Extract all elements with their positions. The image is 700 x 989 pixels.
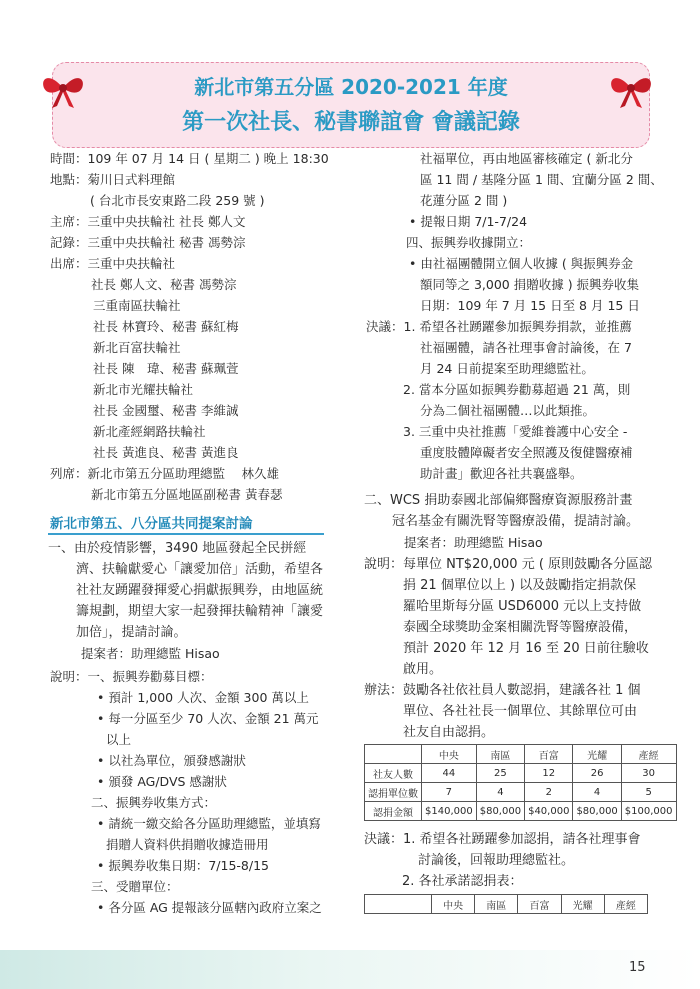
title-line-2: 第一次社長、秘書聯誼會 會議記錄 <box>182 110 520 135</box>
body-line: 分為二個社福團體…以此類推。 <box>420 403 596 418</box>
proposal-one: 加倍」，提請討論。 <box>76 625 187 640</box>
table-header-cell <box>365 745 422 764</box>
meeting-time: 時間：109 年 07 月 14 日 ( 星期二 ) 晚上 18:30 <box>50 151 329 166</box>
table-cell: 25 <box>476 764 524 783</box>
venue-address: ( 台北市長安東路二段 259 號 ) <box>90 193 265 208</box>
page-number: 15 <box>629 960 646 975</box>
resolution-item: 2. 當本分區如振興券勸募超過 21 萬，則 <box>403 382 631 397</box>
table-cell: 30 <box>621 764 676 783</box>
table-cell: $140,000 <box>422 802 477 821</box>
table-cell: $100,000 <box>621 802 676 821</box>
body-line: 月 24 日前提案至助理總監社。 <box>420 361 594 376</box>
bullet-item: • 頒發 AG/DVS 感謝狀 <box>97 774 227 789</box>
resolution-item: 3. 三重中央社推薦「愛維養護中心安全 - <box>403 424 628 439</box>
subheading: 二、振興券收集方式： <box>91 795 217 810</box>
proposal-one: 濟、扶輪獻愛心「讓愛加倍」活動，希望各 <box>76 562 324 577</box>
body-line: 啟用。 <box>403 662 443 677</box>
attendance-officers: 社長 林寶玲、秘書 蘇紅梅 <box>93 319 239 334</box>
subheading: 三、受贈單位： <box>91 879 179 894</box>
table-cell: $80,000 <box>476 802 524 821</box>
body-line: 助計畫」歡迎各社共襄盛舉。 <box>420 466 583 481</box>
recorder: 記錄：三重中央扶輪社 秘書 馮勢淙 <box>50 235 246 250</box>
attendance-club: 三重南區扶輪社 <box>93 298 181 313</box>
body-line: 羅哈里斯每分區 USD6000 元以上支持做 <box>403 599 642 614</box>
resolution-item: 決議：1. 希望各社踴躍參加振興券捐款，並推薦 <box>366 319 632 334</box>
pledge-commitment-table <box>364 894 648 914</box>
table-header-cell: 光耀 <box>573 745 621 764</box>
attendance-club: 新北百富扶輪社 <box>93 340 181 355</box>
table-cell: 2 <box>525 783 573 802</box>
table-cell: 7 <box>422 783 477 802</box>
table-cell: $80,000 <box>573 802 621 821</box>
body-line: 預計 2020 年 12 月 16 至 20 日前往驗收 <box>403 641 649 656</box>
proposal-two: 冠名基金有關洗腎等醫療設備，提請討論。 <box>392 514 640 529</box>
table-header-cell: 南區 <box>476 745 524 764</box>
body-line: 社福團體，請各社理事會討論後，在 7 <box>420 340 632 355</box>
body-line: 重度肢體障礙者安全照護及復健醫療補 <box>420 445 633 460</box>
body-line: 泰國全球獎助金案相關洗腎等醫療設備， <box>403 620 638 635</box>
bullet-item: • 預計 1,000 人次、金額 300 萬以上 <box>97 690 309 705</box>
table-cell: 認捐金額 <box>365 802 422 821</box>
body-line: 單位、各社社長一個單位、其餘單位可由 <box>403 704 638 719</box>
attendance-officers: 社長 鄭人文、秘書 馮勢淙 <box>91 277 237 292</box>
bullet-item: • 由社福團體開立個人收據 ( 與振興券金 <box>409 256 634 271</box>
bullet-item: • 振興券收集日期：7/15-8/15 <box>97 858 269 873</box>
resolution-item: 2. 各社承諾認捐表： <box>402 874 523 889</box>
ribbon-bow-icon <box>608 70 654 110</box>
table-header-row <box>365 895 648 914</box>
table-cell: 社友人數 <box>365 764 422 783</box>
explanation-heading: 說明：一、振興券勸募目標： <box>50 669 213 684</box>
body-line: 社福單位，再由地區審核確定 ( 新北分 <box>420 151 633 166</box>
table-cell: 12 <box>525 764 573 783</box>
explanation-item: 說明：每單位 NT$20,000 元 ( 原則鼓勵各分區認 <box>364 557 653 572</box>
bullet-item: • 以社為單位，頒發感謝狀 <box>97 753 246 768</box>
body-line: 區 11 間 / 基隆分區 1 間、宜蘭分區 2 間、 <box>420 172 663 187</box>
chairman: 主席：三重中央扶輪社 社長 鄭人文 <box>50 214 246 229</box>
table-row <box>365 764 677 783</box>
table-cell: 5 <box>621 783 676 802</box>
subheading: 四、振興券收據開立： <box>406 235 532 250</box>
bullet-item: • 請統一繳交給各分區助理總監，並填寫 <box>97 816 321 831</box>
table-cell: 26 <box>573 764 621 783</box>
proposer: 提案者：助理總監 Hisao <box>81 646 220 661</box>
ribbon-bow-icon <box>40 70 86 110</box>
table-row <box>365 802 677 821</box>
table-row <box>365 783 677 802</box>
pledge-table <box>364 744 677 821</box>
body-line: 討論後，回報助理總監社。 <box>418 853 575 868</box>
attendance-officers: 社長 黃進良、秘書 黃進良 <box>93 445 239 460</box>
method-item: 辦法：鼓勵各社依社員人數認捐，建議各社 1 個 <box>364 683 641 698</box>
attendance-club: 新北市光耀扶輪社 <box>93 382 194 397</box>
table-header-cell: 光耀 <box>561 895 604 914</box>
bullet-item: • 提報日期 7/1-7/24 <box>409 214 528 229</box>
table-header-cell: 百富 <box>525 745 573 764</box>
title-banner <box>52 62 650 148</box>
table-header-cell: 南區 <box>475 895 518 914</box>
bullet-item: 捐贈人資料供捐贈收據造冊用 <box>106 837 269 852</box>
table-cell: 4 <box>573 783 621 802</box>
title-line-1: 新北市第五分區 2020-2021 年度 <box>194 75 508 99</box>
table-cell: $40,000 <box>525 802 573 821</box>
attendance-club: 新北產經網路扶輪社 <box>93 424 206 439</box>
body-line: 花蓮分區 2 間 ) <box>420 193 508 208</box>
table-header-cell: 產經 <box>621 745 676 764</box>
meeting-venue: 地點：菊川日式料理館 <box>50 172 176 187</box>
attendance-club: 出席：三重中央扶輪社 <box>50 256 176 271</box>
bullet-item: 以上 <box>106 732 132 747</box>
section-heading: 新北市第五、八分區共同提案討論 <box>50 516 253 532</box>
proposal-one: 籌規劃，期望大家一起發揮扶輪精神「讓愛 <box>76 604 324 619</box>
table-header-cell: 中央 <box>432 895 475 914</box>
proposer: 提案者：助理總監 Hisao <box>404 535 543 550</box>
table-header-row <box>365 745 677 764</box>
table-cell: 認捐單位數 <box>365 783 422 802</box>
footer-band <box>0 950 700 989</box>
table-header-cell <box>365 895 432 914</box>
observer: 新北市第五分區地區副秘書 黃春瑟 <box>91 487 283 502</box>
section-divider <box>48 533 324 535</box>
bullet-item: • 各分區 AG 提報該分區轄內政府立案之 <box>97 900 322 915</box>
proposal-one: 一、由於疫情影響，3490 地區發起全民拼經 <box>48 541 307 556</box>
table-cell: 44 <box>422 764 477 783</box>
attendance-officers: 社長 金國璽、秘書 李維誠 <box>93 403 239 418</box>
table-header-cell: 中央 <box>422 745 477 764</box>
body-line: 捐 21 個單位以上 ) 以及鼓勵指定捐款保 <box>403 578 637 593</box>
body-line: 額同等之 3,000 捐贈收據 ) 振興券收集 <box>420 277 640 292</box>
proposal-one: 社社友踴躍發揮愛心捐獻振興券，由地區統 <box>76 583 324 598</box>
table-header-cell: 產經 <box>604 895 647 914</box>
table-cell: 4 <box>476 783 524 802</box>
resolution-item: 決議：1. 希望各社踴躍參加認捐，請各社理事會 <box>364 832 641 847</box>
proposal-two: 二、WCS 捐助泰國北部偏鄉醫療資源服務計畫 <box>364 493 633 508</box>
bullet-item: • 每一分區至少 70 人次、金額 21 萬元 <box>97 711 319 726</box>
attendance-officers: 社長 陳 瑋、秘書 蘇珮萱 <box>93 361 239 376</box>
body-line: 日期：109 年 7 月 15 日至 8 月 15 日 <box>420 298 640 313</box>
body-line: 社友自由認捐。 <box>403 725 495 740</box>
observer: 列席：新北市第五分區助理總監 林久雄 <box>50 466 279 481</box>
table-header-cell: 百富 <box>518 895 561 914</box>
